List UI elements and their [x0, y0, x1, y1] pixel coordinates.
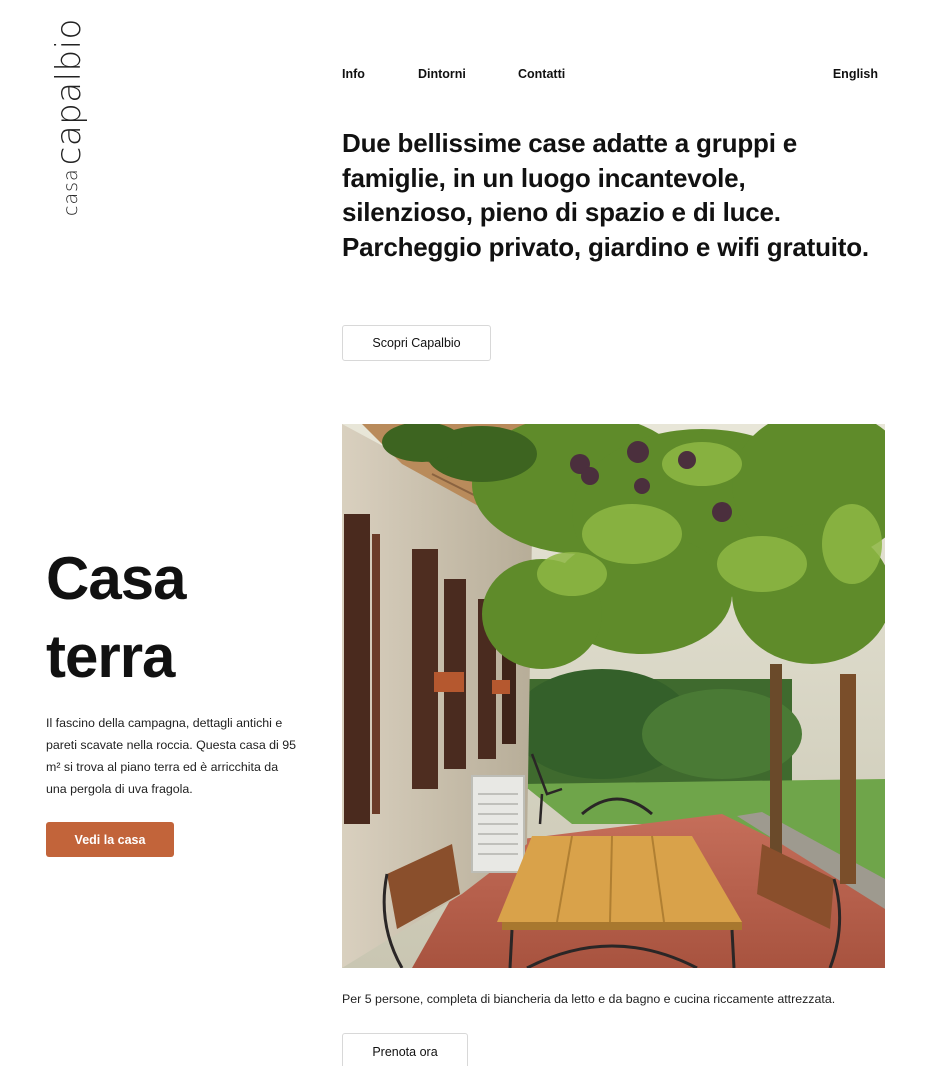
logo-word-casa: casa [60, 168, 82, 216]
nav-item-info[interactable]: Info [342, 67, 365, 81]
house-title [46, 540, 306, 696]
hero-headline: Due bellissime case adatte a gruppi e famiglie, in un luogo incantevole, silenzioso, pieno di spazio e di luce. Parcheggio privato, giardino e wifi gratuito. [342, 128, 869, 262]
language-switch[interactable]: English [832, 67, 878, 81]
nav-item-dintorni[interactable]: Dintorni [418, 67, 466, 81]
house-description: Il fascino della campagna, dettagli antichi e pareti scavate nella roccia. Questa casa di 95 m² si trova al piano terra ed è arricchita da una pergola di uva fragola. [46, 716, 297, 796]
nav-item-contatti[interactable]: Contatti [518, 67, 566, 81]
book-now-button[interactable]: Prenota ora [342, 1033, 468, 1066]
house-title-line2: terra [46, 623, 175, 690]
house-caption: Per 5 persone, completa di biancheria da letto e da bagno e cucina riccamente attrezzata. [342, 992, 836, 1006]
site-logo[interactable] [42, 18, 89, 216]
discover-capalbio-button[interactable]: Scopri Capalbio [342, 325, 491, 361]
logo-word-capalbio: capalbio [49, 18, 89, 166]
house-photo [342, 424, 885, 968]
view-house-button[interactable]: Vedi la casa [46, 822, 174, 857]
house-title-line1: Casa [46, 545, 186, 612]
main-nav [342, 67, 878, 85]
